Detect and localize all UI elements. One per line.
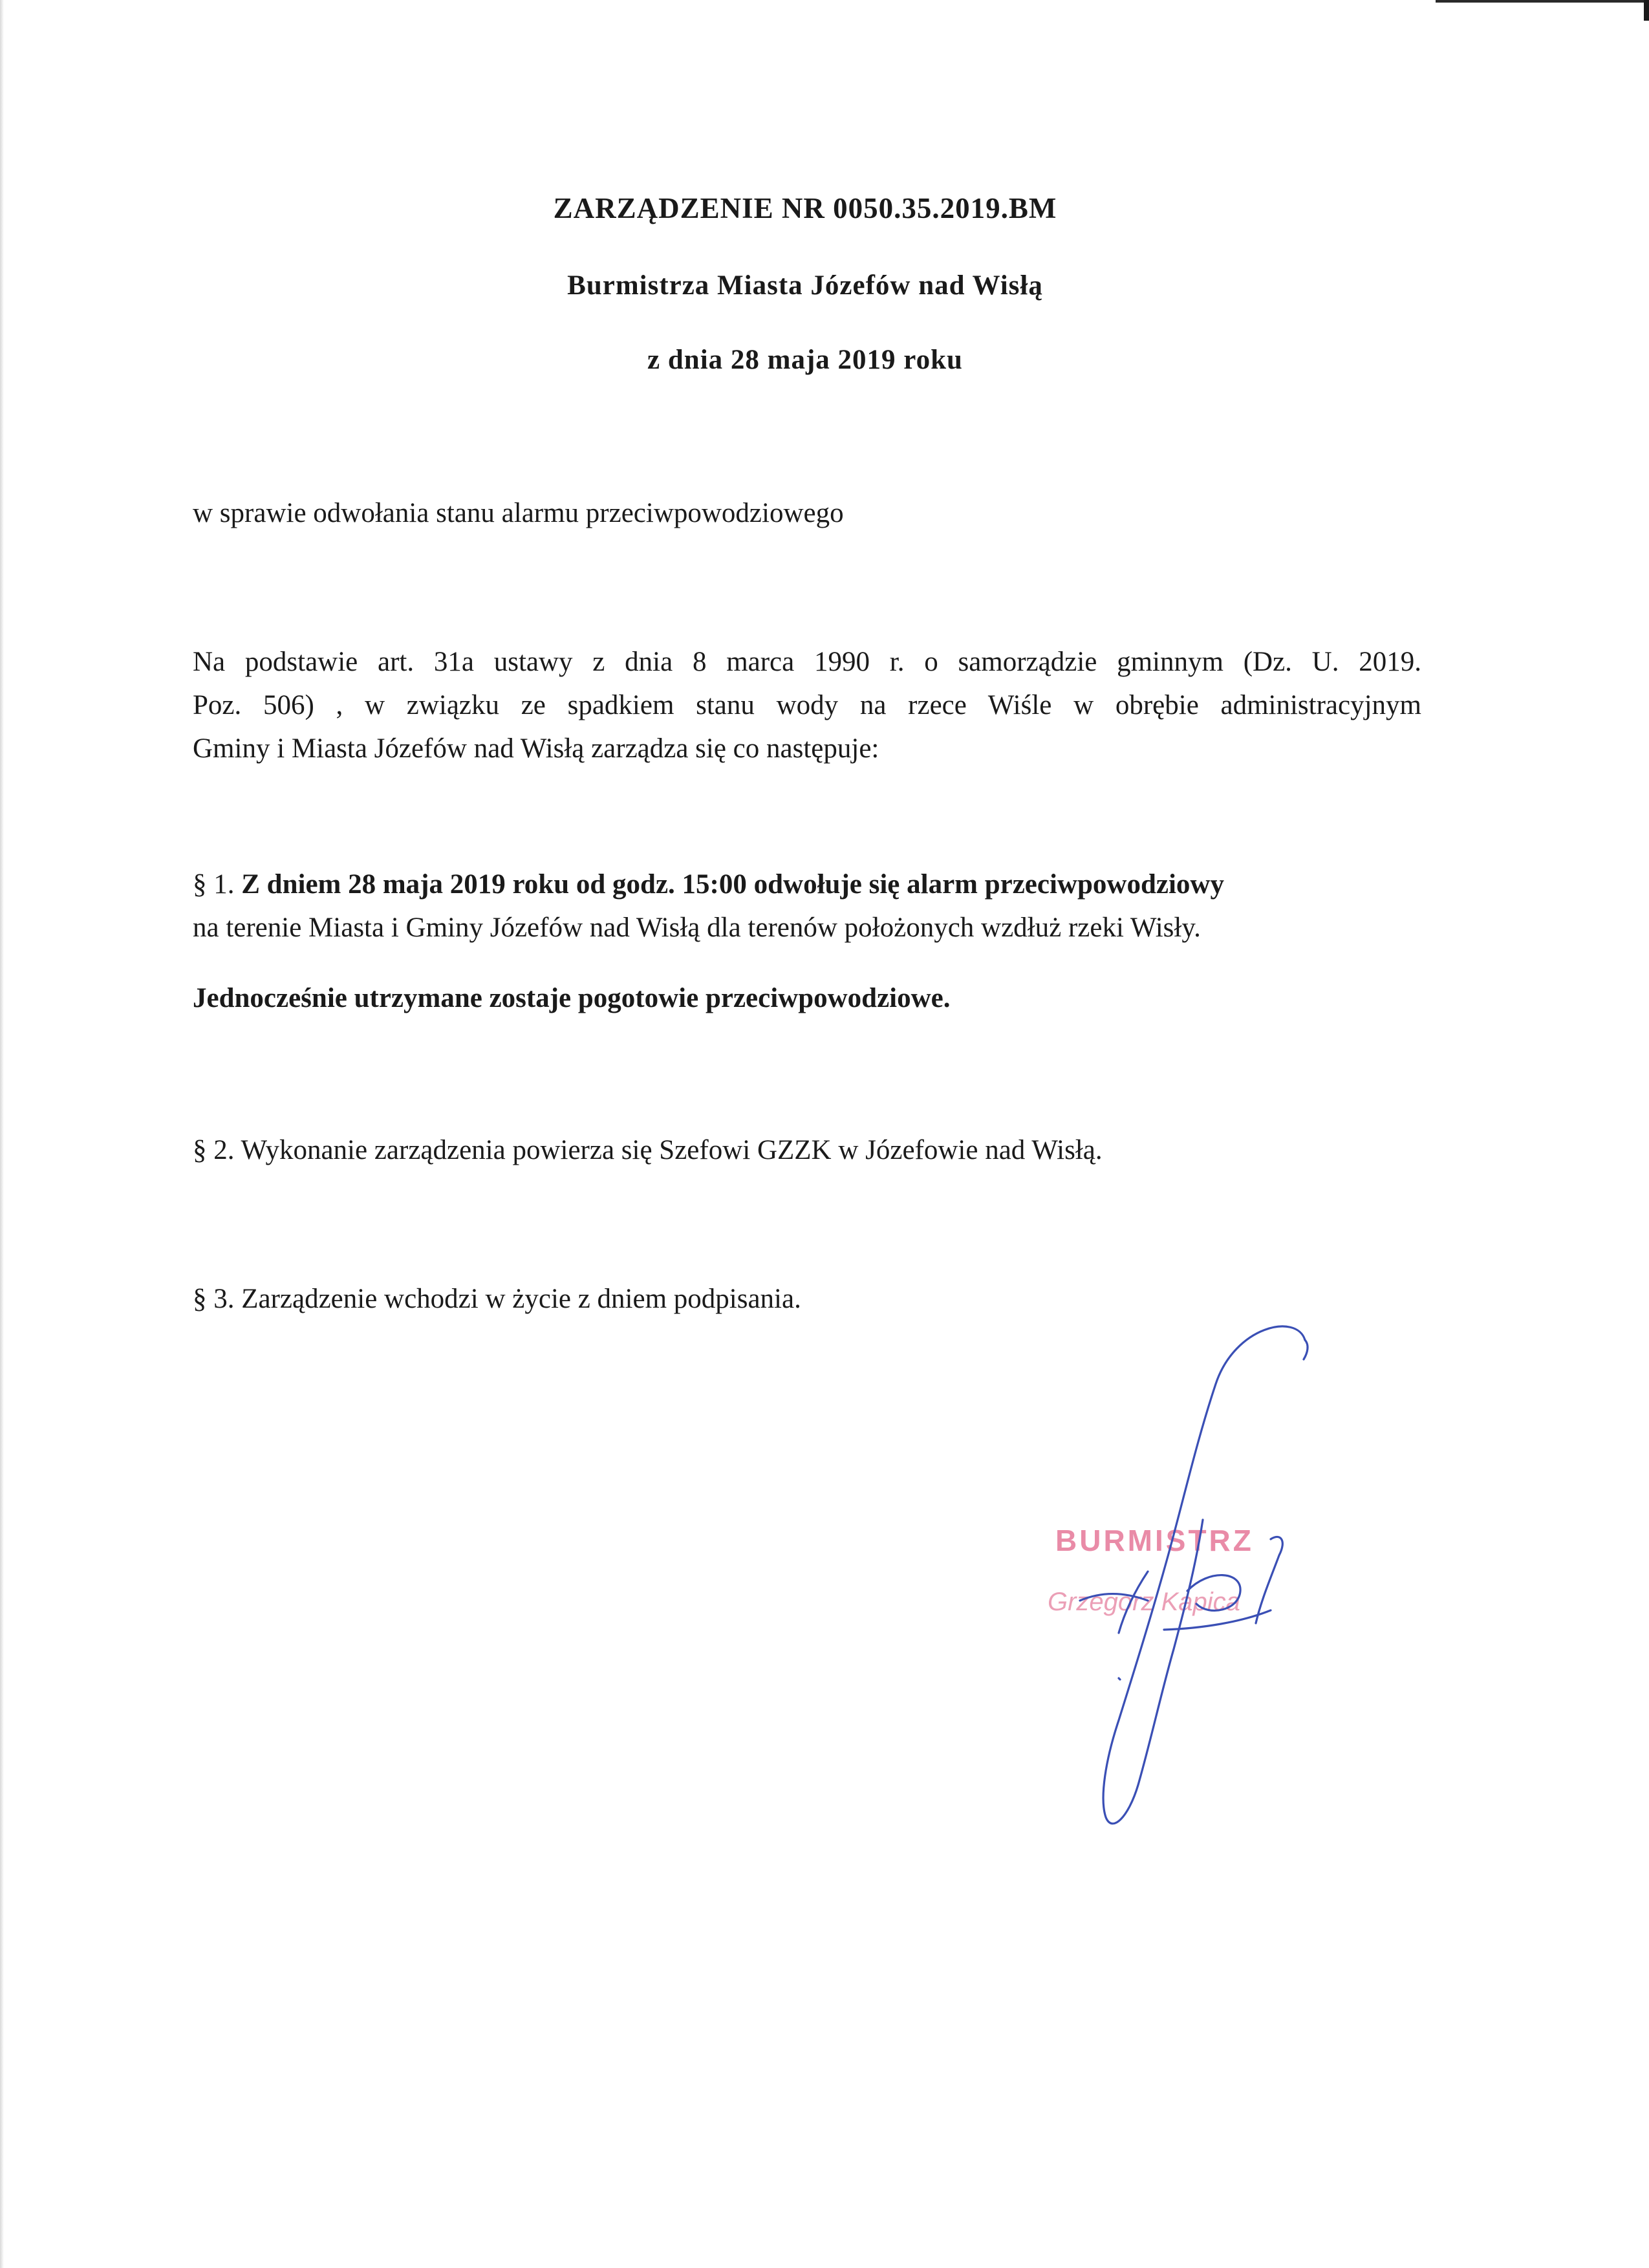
scan-edge-right: [1644, 0, 1649, 21]
paragraph-1-bold-text: Z dniem 28 maja 2019 roku od godz. 15:00 odwołuje się alarm przeciwpowodziowy: [241, 869, 1224, 900]
legal-basis-line-3: Gminy i Miasta Józefów nad Wisłą zarządza się co następuje:: [193, 733, 879, 764]
document-title: ZARZĄDZENIE NR 0050.35.2019.BM: [553, 192, 1057, 224]
handwritten-signature: [1022, 1306, 1326, 1837]
document-issuer: Burmistrza Miasta Józefów nad Wisłą: [567, 270, 1043, 301]
stamp-name: Grzegorz Kapica: [1048, 1588, 1240, 1616]
stamp-title: BURMISTRZ: [1055, 1524, 1254, 1557]
legal-basis-line-2: Poz. 506) , w związku ze spadkiem stanu wody na rzece Wiśle w obrębie administracyjnym: [193, 690, 1421, 720]
paragraph-1: [193, 863, 1421, 949]
paragraph-1-line-1: [193, 863, 1421, 906]
paragraph-3: § 3. Zarządzenie wchodzi w życie z dniem podpisania.: [193, 1284, 801, 1314]
legal-basis-line-1: Na podstawie art. 31a ustawy z dnia 8 marca 1990 r. o samorządzie gminnym (Dz. U. 2019.: [193, 647, 1421, 677]
document-subject: w sprawie odwołania stanu alarmu przeciwpowodziowego: [193, 498, 844, 528]
scan-edge-left: [0, 0, 4, 2268]
paragraph-2: § 2. Wykonanie zarządzenia powierza się Szefowi GZZK w Józefowie nad Wisłą.: [193, 1135, 1103, 1165]
scan-edge-top: [1436, 0, 1649, 3]
document-date: z dnia 28 maja 2019 roku: [647, 345, 963, 375]
paragraph-1-marker: § 1.: [193, 869, 235, 900]
legal-basis: [193, 640, 1421, 770]
paragraph-1-extra: Jednocześnie utrzymane zostaje pogotowie przeciwpowodziowe.: [193, 983, 951, 1013]
paragraph-1-line-2: na terenie Miasta i Gminy Józefów nad Wisłą dla terenów położonych wzdłuż rzeki Wisły.: [193, 913, 1201, 943]
